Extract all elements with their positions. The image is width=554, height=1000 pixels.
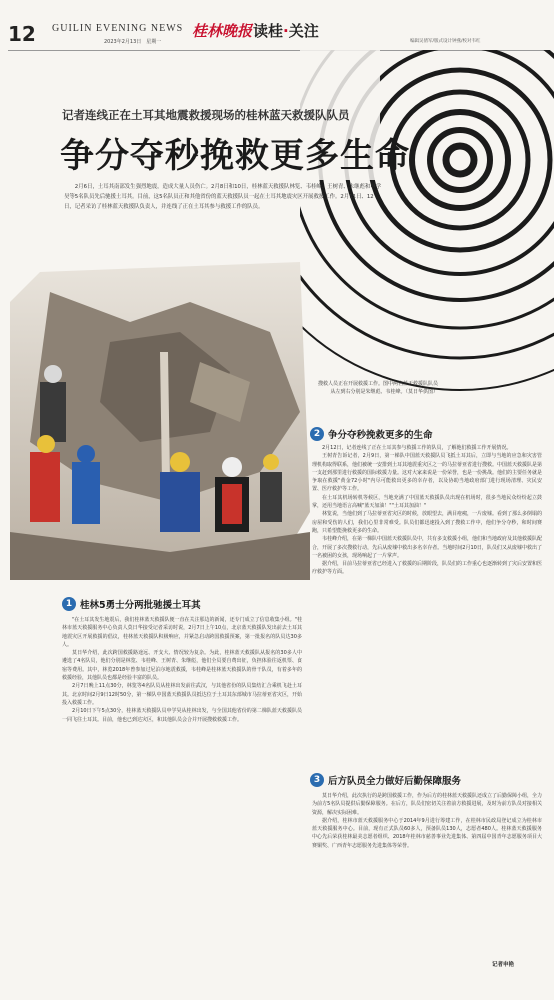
section-2-body (312, 444, 542, 724)
section-1-number: 1 (62, 597, 76, 611)
section-3-heading (310, 773, 461, 787)
section-1-para: 2月7日晚上11点30分，林览等4名队员从桂林出发前往武汉，与其他省份的队员集结汇合乘机飞赴土耳其。北京时间2月9日12时50分，第一梯队中国蓝天救援队员抵达位于土耳其东部城市马拉蒂亚省灾区，开始投入救援工作。 (62, 683, 302, 706)
rescue-photo (10, 262, 310, 580)
issue-date: 2023年2月13日 星期一 (104, 39, 162, 45)
section-3-body (312, 792, 542, 956)
article-byline: 记者申艳 (492, 962, 515, 968)
section-1-para: 2月10日下午5点30分，桂林蓝天救援队员申学昊从桂林出发，与全国其他省份的第二梯队蓝天救援队员一同飞往土耳其。目前，他也已到达灾区，和其他队员会合并开展搜救救援工作。 (62, 708, 302, 723)
section-1-para: 莫日华介绍，此次跨国救援路途远、开支大、情况较为复杂。为此，桂林蓝天救援队从报名的30多人中遴选了4名队员，他们分别是林览、韦桂峰、王树青、朱继彪，他们全员要自费出征，负担体验往返机票、食宿等费用。其中，林览2018年曾参加过尼泊尔地震救援，韦桂峰是桂林蓝天救援队的骨干队员，有着多年的救援经验，其他队员也都是经验丰富的队员。 (62, 650, 302, 682)
article-lead: 2月6日，土耳其南部发生强烈地震，造成大量人员伤亡。2月8日和10日，桂林蓝天救援队林览、韦桂峰、王树青、朱继彪和申学昊等5名队员先后驰援土耳其。目前，这5名队员正和其他省份的蓝天救援队员一起在土耳其地震灾区开展救援工作。2月11日、12日，记者采访了桂林蓝天救援队负责人，并连线了正在土耳其参与救援工作的队员。 (64, 184, 382, 210)
section-title (253, 20, 319, 41)
section-3-para: 据介绍，桂林市蓝天救援服务中心于2014年9月进行筹建工作，在桂林市民政局登记成立为桂林市蓝天救援服务中心。目前，现有正式队员60多人，预备队员130人，志愿者480人。桂林蓝天救援服务中心先后荣获桂林最美志愿者组织、2018年桂林市慈善事业先进集体、第四届中国青年志愿服务项目大赛铜奖、广西青年志愿服务先进集体等荣誉。 (312, 817, 542, 849)
section-1-para: "在土耳其发生地震后，我们桂林蓝天救援队便一直在关注那边的新闻，还专门成立了信息收集小组。"桂林市蓝天救援服务中心负责人莫日华接受记者采访时说，2月7日上午10点，北京蓝天救援队发出前去土耳其地震灾区开展救援的倡议，桂林蓝天救援队积极响应，并紧急启动跨国救援预案，第一批报名的队员达30多人。 (62, 617, 302, 648)
section-1-title: 桂林5勇士分两批驰援土耳其 (80, 600, 201, 611)
photo-caption: 搜救人员正在开展救援工作。图中两名蓝天救援队队员从左到右分别是朱继彪、韦桂峰。（莫日华供图） (318, 381, 439, 395)
editor-credits: 编辑吴倩军/版式设计钟燕/校对韦红 (410, 39, 481, 44)
masthead-logo: 桂林晚报 (192, 22, 253, 40)
section-sub: 关注 (288, 22, 319, 40)
section-2-para: 林览说，当他们到了马拉蒂亚省灾区的时候，放眼望去，满目疮痍，一片废墟。看到了那么多倒塌的房屋和受伤的人们，我们心里非常难受。队员们都迅速投入到了搜救工作中，他们争分夺秒，和时间赛跑，只希望能挽救更多的生命。 (312, 511, 542, 534)
section-2-para: 王树青告诉记者，2月9日，第一梯队中国蓝天救援队员飞抵土耳其后，立即与当地的应急和灾害管理机构取得联系，他们被统一安排到土耳其地震重灾区之一的马拉蒂亚省进行搜救。中国蓝天救援队是第一支赶到那里进行救援的国际救援力量。这对大家来说是一份荣誉，也是一份挑战。他们的主要任务就是争取在救援"黄金72小时"内尽可能救出更多的幸存者，以及协助当地政府部门进行现场清理、灾民安置、医疗救护等工作。 (312, 453, 542, 493)
section-2-para: 据介绍，目前马拉蒂亚省已经进入了救援的后期阶段，队员们的工作重心也逐渐转到了灾后安置和医疗救护等方面。 (312, 561, 542, 576)
section-2-heading (310, 427, 433, 441)
section-3-para: 莫日华介绍，此次执行的是跨国救援工作，作为后方的桂林蓝天救援队还成立了后勤保障小组，全力为前方5名队员提供后勤保障服务。在后方，队员们密切关注着前方救援进展，及时为前方队员对接相关资源，解决实际困难。 (312, 793, 542, 816)
section-3-number: 3 (310, 773, 324, 787)
section-dot: · (283, 22, 289, 40)
section-1-heading (62, 597, 201, 611)
section-2-number: 2 (310, 427, 324, 441)
paper-name-english: GUILIN EVENING NEWS (52, 23, 184, 34)
section-2-title: 争分夺秒挽救更多的生命 (328, 430, 433, 441)
section-1-body (62, 616, 302, 986)
page-header (0, 0, 554, 44)
article-kicker: 记者连线正在土耳其地震救援现场的桂林蓝天救援队队员 (62, 108, 350, 122)
article-headline: 争分夺秒挽救更多生命 (60, 136, 410, 176)
page-number: 12 (8, 22, 36, 46)
section-main: 读桂 (253, 22, 284, 40)
section-2-para: 在土耳其机场转机等候区，当地充满了中国蓝天救援队员出现在机场时，很多当地民众纷纷起立鼓掌，还用当地语言高喊"蓝天加油！""土耳其加油！" (312, 494, 542, 510)
section-2-para: 2月12日，记者连线了正在土耳其参与救援工作的队员，了解他们救援工作开展情况。 (322, 445, 512, 451)
seismic-swirl-graphic (300, 50, 554, 410)
section-3-title: 后方队员全力做好后勤保障服务 (328, 776, 462, 787)
section-2-para: 韦桂峰介绍，在第一梯队中国蓝天救援队员中，共有多支救援小组，他们和当地政府及其他救援队配合，开展了多次搜救行动，先后从废墟中救出多名幸存者。当地时间2月10日，队员们又从废墟中救出了一名被困的女孩，现场响起了一片掌声。 (312, 536, 542, 559)
